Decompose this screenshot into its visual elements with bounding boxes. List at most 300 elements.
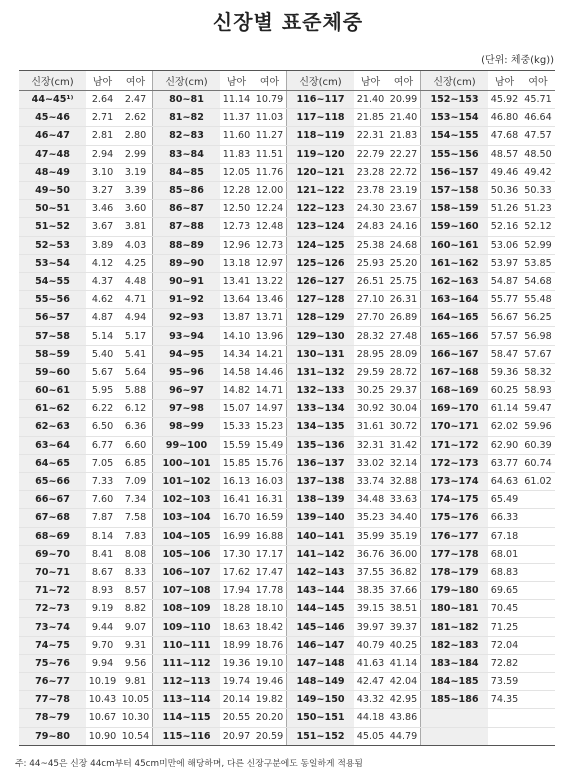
cell-male-4: 58.47 [490,348,519,360]
cell-female-1: 2.99 [119,146,153,163]
cell-height-1: 52~53 [19,237,86,254]
cell-male-1: 3.67 [91,221,114,233]
cell-height-1: 68~69 [19,528,86,545]
table-row [19,309,555,327]
cell-height-3: 144~145 [287,600,354,617]
cell-height-1: 48~49 [19,164,86,181]
table-row [19,728,555,745]
cell-male-3: 28.32 [356,330,385,342]
cell-female-1: 7.34 [119,491,153,508]
table-row [19,509,555,527]
unit-note: (단위: 체중(kg)) [481,55,554,66]
table-row [19,691,555,709]
cell-male-2: 20.14 [222,694,251,706]
cell-male-1: 5.14 [91,330,114,342]
cell-female-2: 14.71 [253,382,287,399]
cell-female-2: 16.59 [253,509,287,526]
cell-male-2: 19.74 [222,676,251,688]
cell-male-4: 46.80 [490,112,519,124]
cell-female-4: 59.96 [524,421,552,433]
cell-male-2: 17.62 [222,566,251,578]
cell-male-3: 40.79 [356,639,385,651]
table-row [19,291,555,309]
cell-height-3: 138~139 [287,491,354,508]
header-male-1: 남아 [92,77,113,88]
cell-female-2: 20.20 [253,709,287,726]
cell-male-4: 72.82 [490,657,519,669]
cell-female-3: 44.79 [387,728,421,745]
cell-height-2: 100~101 [153,455,220,472]
cell-female-4: 60.39 [524,439,552,451]
cell-height-2: 113~114 [153,691,220,708]
cell-height-4: 182~183 [421,637,488,654]
table-row [19,164,555,182]
cell-male-1: 4.12 [91,257,114,269]
cell-height-3: 117~118 [287,109,354,126]
cell-female-1: 8.08 [119,546,153,563]
cell-male-4: 66.33 [490,512,519,524]
cell-female-4 [521,709,555,726]
cell-male-1: 9.70 [91,639,114,651]
cell-male-4 [488,728,521,745]
cell-male-1: 3.89 [91,239,114,251]
cell-height-3: 119~120 [287,146,354,163]
cell-female-2: 19.10 [253,655,287,672]
cell-female-4: 54.68 [524,275,552,287]
header-female-4: 여아 [528,77,548,88]
cell-height-4: 176~177 [421,528,488,545]
cell-female-1: 3.39 [119,182,153,199]
cell-female-1: 5.64 [119,364,153,381]
cell-male-3: 44.18 [356,712,385,724]
cell-male-1: 2.94 [91,148,114,160]
cell-height-4: 174~175 [421,491,488,508]
table-row [19,709,555,727]
cell-height-2: 109~110 [153,618,220,635]
header-male-3: 남아 [360,77,381,88]
cell-height-1: 66~67 [19,491,86,508]
cell-female-3: 22.27 [387,146,421,163]
cell-male-3: 34.48 [356,494,385,506]
cell-female-3: 24.16 [387,218,421,235]
cell-height-2: 87~88 [153,218,220,235]
cell-male-2: 11.37 [222,112,251,124]
table-row [19,364,555,382]
cell-height-1: 77~78 [19,691,86,708]
cell-height-4: 165~166 [421,327,488,344]
cell-female-1: 10.30 [119,709,153,726]
cell-female-1: 2.80 [119,127,153,144]
table-row [19,327,555,345]
cell-male-4: 62.02 [490,421,519,433]
cell-female-4: 59.47 [524,403,552,415]
cell-male-3: 32.31 [356,439,385,451]
cell-male-4: 59.36 [490,366,519,378]
cell-female-4: 46.64 [524,112,552,124]
cell-female-4 [521,600,555,617]
cell-height-3: 139~140 [287,509,354,526]
cell-male-3: 24.30 [356,203,385,215]
cell-female-3: 35.19 [387,528,421,545]
cell-height-4: 171~172 [421,437,488,454]
cell-male-1: 4.62 [91,294,114,306]
cell-height-4: 181~182 [421,618,488,635]
cell-height-4: 152~153 [421,91,488,108]
table-row [19,673,555,691]
cell-height-1: 61~62 [19,400,86,417]
cell-height-1: 64~65 [19,455,86,472]
cell-female-2: 13.96 [253,327,287,344]
cell-height-4: 166~167 [421,346,488,363]
cell-female-4: 52.12 [524,221,552,233]
cell-male-3: 41.63 [356,657,385,669]
cell-height-3: 135~136 [287,437,354,454]
cell-female-4 [521,546,555,563]
cell-male-2: 11.14 [222,94,251,106]
cell-female-2: 17.17 [253,546,287,563]
cell-male-4: 52.16 [490,221,519,233]
cell-female-2: 11.27 [253,127,287,144]
cell-male-3: 42.47 [356,676,385,688]
cell-male-1: 8.67 [91,566,114,578]
cell-height-1: 62~63 [19,418,86,435]
footnote: 주: 44~45은 신장 44cm부터 45cm미만에 해당하며, 다른 신장구분에도 동일하게 적용됨 [15,759,363,769]
cell-male-4: 47.68 [490,130,519,142]
cell-height-2: 111~112 [153,655,220,672]
cell-male-2: 14.34 [222,348,251,360]
cell-height-4: 163~164 [421,291,488,308]
cell-male-4: 62.90 [490,439,519,451]
cell-height-4: 169~170 [421,400,488,417]
cell-female-2: 12.24 [253,200,287,217]
cell-height-1: 59~60 [19,364,86,381]
cell-male-3: 25.93 [356,257,385,269]
cell-male-1: 8.93 [91,585,114,597]
cell-male-2: 16.41 [222,494,251,506]
cell-male-3: 27.10 [356,294,385,306]
cell-height-1: 69~70 [19,546,86,563]
table-row [19,528,555,546]
cell-height-2: 96~97 [153,382,220,399]
cell-height-1: 45~46 [19,109,86,126]
cell-female-3: 38.51 [387,600,421,617]
cell-height-2: 103~104 [153,509,220,526]
cell-female-3: 32.14 [387,455,421,472]
cell-female-3: 37.66 [387,582,421,599]
cell-female-1: 6.36 [119,418,153,435]
header-height-1: 신장(cm) [19,71,86,90]
table-row [19,546,555,564]
cell-male-1: 7.60 [91,494,114,506]
cell-height-4: 177~178 [421,546,488,563]
cell-height-1: 56~57 [19,309,86,326]
cell-female-1: 4.25 [119,255,153,272]
cell-height-4: 178~179 [421,564,488,581]
cell-height-4: 170~171 [421,418,488,435]
cell-female-3: 24.68 [387,237,421,254]
cell-male-2: 17.30 [222,548,251,560]
table-row [19,109,555,127]
cell-female-1: 5.17 [119,327,153,344]
cell-male-3: 39.15 [356,603,385,615]
table-row [19,127,555,145]
cell-female-2: 14.21 [253,346,287,363]
cell-height-1: 67~68 [19,509,86,526]
cell-male-1: 10.90 [88,730,117,742]
cell-height-1: 46~47 [19,127,86,144]
cell-male-3: 37.55 [356,566,385,578]
cell-male-3: 31.61 [356,421,385,433]
cell-female-4: 57.67 [524,348,552,360]
table-row [19,237,555,255]
cell-male-1: 3.10 [91,166,114,178]
cell-height-3: 132~133 [287,382,354,399]
cell-height-3: 118~119 [287,127,354,144]
cell-male-3: 27.70 [356,312,385,324]
table-row [19,473,555,491]
cell-height-3: 142~143 [287,564,354,581]
cell-height-1: 50~51 [19,200,86,217]
cell-height-1: 76~77 [19,673,86,690]
table-row [19,146,555,164]
cell-female-4 [521,637,555,654]
cell-height-4: 183~184 [421,655,488,672]
cell-male-2: 11.83 [222,148,251,160]
cell-male-3: 30.92 [356,403,385,415]
cell-female-2: 19.46 [253,673,287,690]
cell-height-3: 150~151 [287,709,354,726]
cell-female-1: 3.81 [119,218,153,235]
cell-height-2: 98~99 [153,418,220,435]
table-row [19,437,555,455]
cell-female-1: 4.03 [119,237,153,254]
cell-female-1: 9.07 [119,618,153,635]
cell-male-4: 73.59 [490,676,519,688]
cell-male-2: 13.87 [222,312,251,324]
cell-height-4: 153~154 [421,109,488,126]
cell-female-1: 7.83 [119,528,153,545]
cell-female-4: 50.33 [524,185,552,197]
cell-height-4: 161~162 [421,255,488,272]
header-height-2: 신장(cm) [153,71,220,90]
cell-height-2: 93~94 [153,327,220,344]
cell-male-4: 45.92 [490,94,519,106]
cell-male-4: 53.06 [490,239,519,251]
cell-male-3: 22.79 [356,148,385,160]
cell-height-3: 137~138 [287,473,354,490]
cell-female-2: 12.00 [253,182,287,199]
cell-male-1: 4.37 [91,275,114,287]
cell-female-1: 10.05 [119,691,153,708]
cell-female-1: 9.31 [119,637,153,654]
cell-height-4: 159~160 [421,218,488,235]
table-row [19,255,555,273]
cell-male-3: 23.78 [356,185,385,197]
cell-male-4: 68.01 [490,548,519,560]
cell-female-2: 16.31 [253,491,287,508]
cell-male-2: 13.64 [222,294,251,306]
cell-height-2: 92~93 [153,309,220,326]
header-female-3: 여아 [387,71,421,90]
cell-male-1: 7.87 [91,512,114,524]
cell-female-4: 49.42 [524,166,552,178]
header-height-4: 신장(cm) [421,71,488,90]
cell-female-2: 11.76 [253,164,287,181]
cell-female-3: 42.04 [387,673,421,690]
cell-female-1: 9.81 [119,673,153,690]
cell-male-1: 6.22 [91,403,114,415]
cell-height-3: 123~124 [287,218,354,235]
cell-female-3: 23.19 [387,182,421,199]
cell-female-4: 58.93 [524,385,552,397]
cell-height-2: 112~113 [153,673,220,690]
table-body [19,91,555,745]
cell-height-2: 89~90 [153,255,220,272]
cell-height-1: 49~50 [19,182,86,199]
cell-height-2: 110~111 [153,637,220,654]
cell-height-4: 155~156 [421,146,488,163]
cell-height-3: 124~125 [287,237,354,254]
cell-male-3: 43.32 [356,694,385,706]
cell-male-2: 12.50 [222,203,251,215]
cell-female-1: 8.82 [119,600,153,617]
cell-male-4: 74.35 [490,694,519,706]
cell-height-4: 160~161 [421,237,488,254]
cell-male-2: 15.33 [222,421,251,433]
cell-height-3: 116~117 [287,91,354,108]
cell-male-4: 71.25 [490,621,519,633]
cell-male-4: 53.97 [490,257,519,269]
cell-height-1: 51~52 [19,218,86,235]
cell-male-4: 48.57 [490,148,519,160]
cell-female-2: 13.22 [253,273,287,290]
cell-height-3: 126~127 [287,273,354,290]
header-female-2: 여아 [253,71,287,90]
cell-male-1: 4.87 [91,312,114,324]
cell-male-2: 15.85 [222,457,251,469]
cell-female-4 [521,509,555,526]
cell-height-2: 114~115 [153,709,220,726]
cell-male-3: 33.02 [356,457,385,469]
cell-female-1: 6.85 [119,455,153,472]
cell-height-3: 131~132 [287,364,354,381]
cell-female-4 [521,528,555,545]
cell-female-2: 12.73 [253,237,287,254]
cell-male-2: 12.96 [222,239,251,251]
cell-male-4: 60.25 [490,385,519,397]
cell-height-2: 85~86 [153,182,220,199]
cell-male-3: 21.40 [356,94,385,106]
table-row [19,655,555,673]
cell-male-4: 63.77 [490,457,519,469]
cell-female-3: 32.88 [387,473,421,490]
cell-height-2: 104~105 [153,528,220,545]
cell-female-2: 15.23 [253,418,287,435]
cell-height-1: 72~73 [19,600,86,617]
cell-male-3: 26.51 [356,275,385,287]
cell-male-3: 30.25 [356,385,385,397]
cell-male-1: 9.94 [91,657,114,669]
cell-male-4: 56.67 [490,312,519,324]
cell-female-4 [521,491,555,508]
cell-height-3: 136~137 [287,455,354,472]
cell-height-1: 55~56 [19,291,86,308]
cell-height-4: 156~157 [421,164,488,181]
cell-female-1: 2.62 [119,109,153,126]
cell-female-3: 31.42 [387,437,421,454]
cell-male-3: 36.76 [356,548,385,560]
cell-female-3: 43.86 [387,709,421,726]
cell-male-2: 16.99 [222,530,251,542]
table-row [19,218,555,236]
cell-height-4: 168~169 [421,382,488,399]
cell-height-1: 70~71 [19,564,86,581]
cell-female-1: 3.60 [119,200,153,217]
cell-male-2: 11.60 [222,130,251,142]
cell-male-2: 13.18 [222,257,251,269]
cell-height-3: 125~126 [287,255,354,272]
cell-male-1: 2.64 [91,94,114,106]
cell-female-3: 36.82 [387,564,421,581]
cell-female-4 [521,655,555,672]
cell-height-3: 147~148 [287,655,354,672]
cell-male-1: 10.43 [88,694,117,706]
cell-height-2: 102~103 [153,491,220,508]
cell-height-1: 58~59 [19,346,86,363]
cell-height-4: 164~165 [421,309,488,326]
cell-female-1: 8.33 [119,564,153,581]
cell-female-2: 11.51 [253,146,287,163]
standard-weight-table [19,70,555,746]
cell-female-2: 19.82 [253,691,287,708]
header-male-2: 남아 [226,77,247,88]
cell-female-2: 16.88 [253,528,287,545]
table-row [19,91,555,109]
cell-male-2: 19.36 [222,657,251,669]
cell-male-3: 35.99 [356,530,385,542]
cell-female-3: 28.09 [387,346,421,363]
cell-female-1: 6.60 [119,437,153,454]
cell-height-4: 185~186 [421,691,488,708]
cell-female-3: 21.40 [387,109,421,126]
cell-female-1: 8.57 [119,582,153,599]
cell-female-3: 30.04 [387,400,421,417]
cell-female-2: 20.59 [253,728,287,745]
cell-female-4: 61.02 [524,476,552,488]
cell-female-4 [521,564,555,581]
cell-male-4: 57.57 [490,330,519,342]
header-female-1: 여아 [119,71,153,90]
cell-height-1: 65~66 [19,473,86,490]
cell-male-4: 65.49 [490,494,519,506]
cell-female-2: 17.47 [253,564,287,581]
cell-female-1: 5.41 [119,346,153,363]
cell-male-2: 13.41 [222,275,251,287]
cell-female-2: 12.97 [253,255,287,272]
cell-male-3: 24.83 [356,221,385,233]
cell-female-3: 39.37 [387,618,421,635]
table-row [19,346,555,364]
table-row [19,273,555,291]
cell-female-4: 52.99 [524,239,552,251]
cell-female-4: 47.57 [524,130,552,142]
cell-height-3: 140~141 [287,528,354,545]
cell-female-1: 7.09 [119,473,153,490]
table-row [19,418,555,436]
cell-height-4: 162~163 [421,273,488,290]
cell-male-2: 18.99 [222,639,251,651]
cell-female-2: 10.79 [253,91,287,108]
